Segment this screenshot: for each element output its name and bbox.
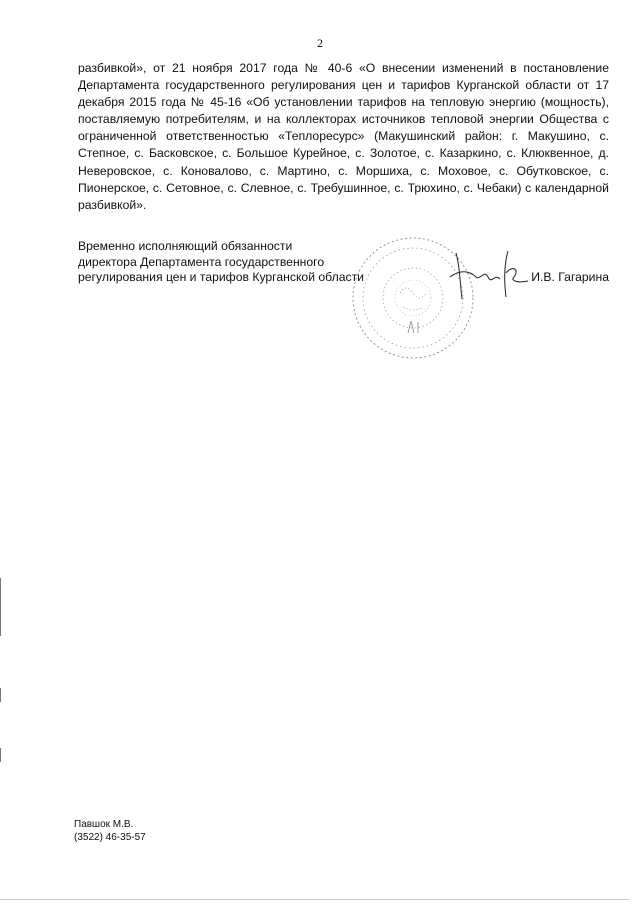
executor-name: Павшок М.В. (74, 819, 134, 830)
executor-phone: (3522) 46-35-57 (74, 832, 146, 843)
signature-block (78, 239, 609, 379)
signatory-name: И.В. Гагарина (531, 270, 609, 284)
handwritten-signature (448, 247, 532, 303)
signatory-title-line: Временно исполняющий обязанности (78, 239, 293, 253)
executor-info (74, 818, 146, 844)
signatory-title (78, 239, 364, 286)
signatory-title-line: регулирования цен и тарифов Курганской области (78, 270, 364, 284)
scan-edge-mark (0, 688, 1, 702)
body-paragraph: разбивкой», от 21 ноября 2017 года № 40-6 «О внесении изменений в постановление Департамента государственного регулирования цен и тарифов Курганской области от 17 декабря 2015 года № 45-16 «Об установлении тарифов на тепловую энергию (мощность), поставляемую потребителям, и на коллекторах источников тепловой энергии Общества с ограниченной ответственностью «Теплоресурс» (Макушинский район: г. Макушино, с. Степное, с. Басковское, с. Большое Курейное, с. Золотое, с. Казаркино, с. Клюквенное, д. Неверовское, с. Коновалово, с. Мартино, с. Моршиха, с. Моховое, с. Обутковское, с. Пионерское, с. Сетовное, с. Слевное, с. Требушинное, с. Трюхино, с. Чебаки) с календарной разбивкой». (78, 61, 609, 212)
scan-edge-mark (0, 748, 1, 762)
signatory-title-line: директора Департамента государственного (78, 254, 325, 269)
page-number: 2 (317, 36, 323, 50)
scan-edge-mark (0, 578, 1, 636)
scan-bottom-edge (0, 899, 630, 900)
